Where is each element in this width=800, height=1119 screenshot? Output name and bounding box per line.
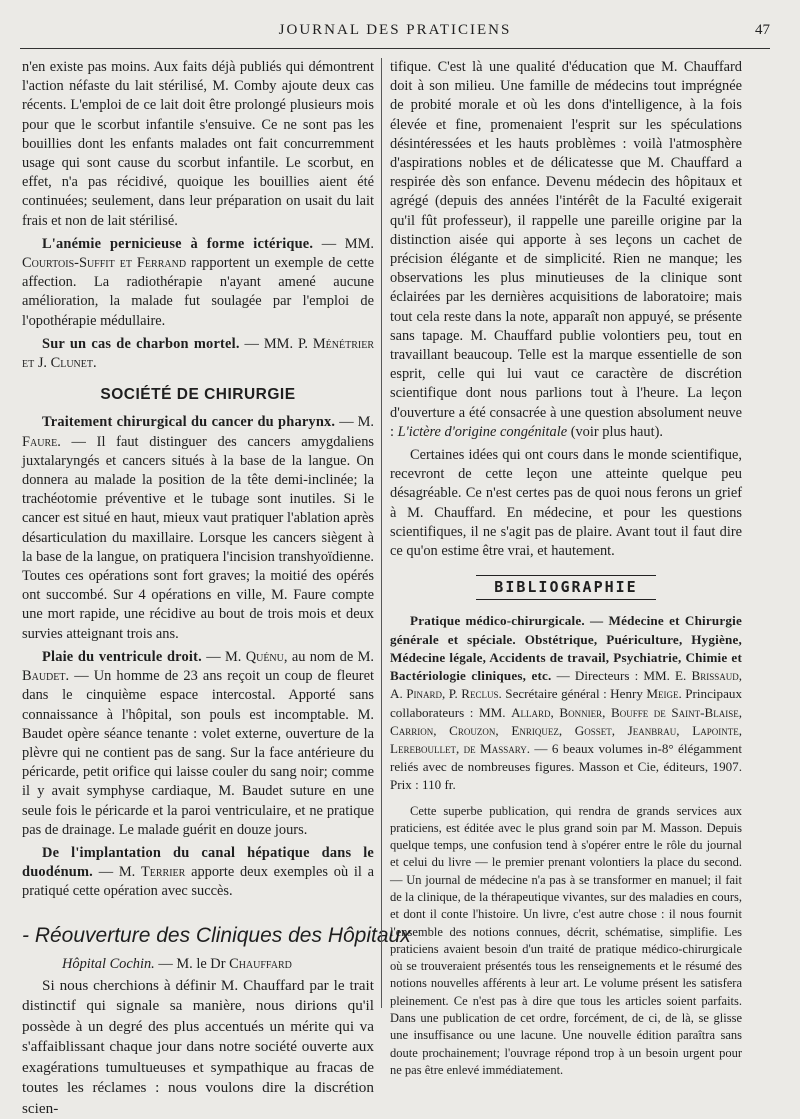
paragraph-ventricule xyxy=(22,648,374,840)
entry-title: Traitement chirurgical du cancer du pharynx. xyxy=(42,414,336,431)
byline-separator: — M. le Dr xyxy=(154,955,230,972)
page-number: 47 xyxy=(755,22,770,38)
entry-author: Terrier xyxy=(140,864,186,881)
entry-dash: — M. xyxy=(335,414,374,431)
entry-authors: Ménétrier et J. Clunet. xyxy=(22,335,374,372)
doctor-name: Chauffard xyxy=(229,955,292,972)
entry-text: apporte deux exemples où il a pratiqué cette opération avec succès. xyxy=(22,864,374,900)
bibliography-review: Cette superbe publication, qui rendra de grands services aux praticiens, est éditée avec le plus grand soin par M. Masson. Depuis quelque temps, une confusion tend à s'opérer entre le rôle du journal et celui du livre — le premier prenant volontiers la place du second. — Un journal de médecine n'a pas à se transformer en manuel; il fait de la clinique, de la thérapeutique vivantes, sur des maladies en cours, et dont il conte l'histoire. Un livre, c'est autre chose : il nous fournit l'ensemble des notions connues, décrit, schématise, simplifie. Les praticiens avaient besoin d'un traité de pratique médico-chirurgicale où se trouveraient présentés tous les renseignements et le résumé des notions nouvelles afférents à leur art. Le volume présent les satisfera pleinement. Ce n'est pas à dire que tous les articles soient parfaits. Dans une publication de cet ordre, forcément, de ci, de là, se glisse une insuffisance ou une lacune. Une nouvelle édition paraîtra sans doute prochainement; l'ouvrage répond trop à un besoin urgent pour ne pas être enlevé immédiatement. xyxy=(390,803,742,1077)
entry-text: Principaux collaborateurs : MM. xyxy=(390,686,742,720)
hospital-name: Hôpital Cochin. xyxy=(62,955,155,972)
entry-authors: Courtois-Suffit et Ferrand xyxy=(22,255,187,272)
right-column xyxy=(390,58,742,1079)
paragraph-chauffard-intro: Si nous cherchions à définir M. Chauffard par le trait distinctif qui signale sa manière, nous dirions qu'il possède à un degré des plus accentués un mérite qui va s'affaiblissant chaque jour dans notre société ouverte aux exagérations tumultueuses et sympathique au fracas de toutes les réclames : nous voulons dire la discrétion scien- xyxy=(22,976,374,1117)
paragraph-chauffard-continued xyxy=(390,58,742,442)
entry-dash: — MM. P. xyxy=(239,335,313,352)
entry-title: Plaie du ventricule droit. xyxy=(42,648,202,665)
entry-text: — Un homme de 23 ans reçoit un coup de fleuret dans le cinquième espace intercostal. Apporté sans connaissance à l'hôpital, son pouls est incomptable. M. Baudet opère séance tenante : volet externe, ouverture de la plèvre qui ne contient pas de sang. Sur la face antérieure du péricarde, petit orifice qui laisse couler du sang noir; comme il y avait symphyse cardiaque, M. Baudet suture en une seule fois le péricarde et la paroi ventriculaire, et ne pratique pas de drainage. Le malade guérit en douze jours. xyxy=(22,668,374,838)
bibliography-heading: BIBLIOGRAPHIE xyxy=(476,575,656,600)
column-divider xyxy=(381,58,382,1008)
paragraph-pharynx xyxy=(22,413,374,643)
directors: Brissaud, A. Pinard, P. Reclus. xyxy=(390,668,742,702)
paragraph-scorbut: n'en existe pas moins. Aux faits déjà publiés qui démontrent l'action néfaste du lait stérilisé, M. Comby ajoute deux cas récents. L'emploi de ce lait doit être prolongé plusieurs mois pour que le scorbut infantile s'ensuive. Ce ne sont pas les bouillies dont les enfants malades ont fait concurremment usage qui sont cause du scorbut infantile. Le scorbut, en effet, n'a pas récidivé, quoique les bouillies aient été continuées; seulement, dans leur préparation on usait du lait frais et non de lait stérilisé. xyxy=(22,59,374,229)
entry-author: Baudet. xyxy=(22,668,70,685)
entry-text: Secrétaire général : Henry xyxy=(501,686,647,702)
entry-text: — Directeurs : MM. E. xyxy=(551,668,692,684)
collaborators: Allard, Bonnier, Bouffe de Saint-Blaise, Carrion, Crouzon, Enriquez, Gosset, Jeanbrau, Lapointe, Lereboullet, de Massary. xyxy=(390,704,743,756)
section-heading: SOCIÉTÉ DE CHIRURGIE xyxy=(100,386,296,404)
byline xyxy=(22,955,374,974)
left-column xyxy=(22,58,411,1119)
paragraph-canal-hepatique xyxy=(22,844,374,902)
entry-author: Quénu, xyxy=(245,648,288,665)
entry-title: De l'implantation du canal hépatique dans le duodénum. xyxy=(22,844,374,881)
secretary: Meige. xyxy=(646,686,682,702)
paragraph-text-end: (voir plus haut). xyxy=(567,423,664,440)
paragraph-anemie xyxy=(22,235,374,331)
entry-dash: — MM. xyxy=(313,235,374,252)
entry-dash: — M. xyxy=(201,648,246,665)
entry-text: — 6 beaux volumes in-8° élégamment reliés avec de nombreuses figures. Masson et Cie, éditeurs, 1907. Prix : 110 fr. xyxy=(390,740,742,793)
entry-author: Faure. xyxy=(22,433,61,450)
entry-dash: — M. xyxy=(93,864,141,881)
journal-title: JOURNAL DES PRATICIENS xyxy=(278,22,512,38)
entry-text: rapportent un exemple de cette affection. La radiothérapie n'ayant amené aucune amélioration, la malade fut soulagée par l'emploi de l'opothérapie médullaire. xyxy=(22,255,374,329)
bibliography-entry xyxy=(390,612,742,794)
entry-text: — Il faut distinguer des cancers amygdaliens juxtalaryngés et cancers situés à la base de la langue. On donnera au malade la position de la tête demi-inclinée; la trachéotomie préventive et le tubage sont inutiles. Si le cancer est situé en haut, mieux vaut pratiquer l'ablation après désarticulation du maxillaire. Lorsque les cancers siègent à la base de la langue, on pratiquera l'incision transhyoïdienne. Toutes ces opérations sont fort graves; la moitié des opérés ont succombé. Sur 4 opérations en ville, M. Faure compte une mort rapide, une récidive au bout de trois mois et deux survies atteignant trois ans. xyxy=(22,433,374,642)
entry-title: L'anémie pernicieuse à forme ictérique. xyxy=(42,235,314,252)
paragraph-charbon xyxy=(22,335,374,373)
header-rule xyxy=(20,48,770,49)
paragraph-text: tifique. C'est là une qualité d'éducation que M. Chauffard doit à son milieu. Une famille de médecins tout imprégnée de probité morale et où les dons d'intelligence, à la fois élevée et fine, promenaient l'esprit sur les spéculations désintéressées et les hauts problèmes : voilà l'atmosphère d'aspirations nobles et de délicatesse que M. Chauffard a respirée dès son enfance. Devenu médecin des hôpitaux et agrégé (depuis des années l'intérêt de la Faculté exigerait qu'il fût professeur), il rappelle une pareille origine par la distinction aisée qui apporte à ses leçons un cachet de précision élégante et de simplicité. Rien ne manque; les observations les plus minutieuses de la clinique sont éclairées par les dernières acquisitions de laboratoire; mais tout cela reste dans la note, apparaît non appuyé, se présente sans tapage. M. Chauffard publie volontiers peu, tout en travaillant beaucoup. Telle est la marque essentielle de son esprit, celle qui lui vaut ce caractère de discrétion scientifique dont nous parlions tout à l'heure. La leçon d'ouverture a été consacrée à une question absolument neuve : xyxy=(390,59,742,440)
entry-text: au nom de M. xyxy=(287,648,374,665)
entry-title: Sur un cas de charbon mortel. xyxy=(42,335,240,352)
cliniques-heading: - Réouverture des Cliniques des Hôpitaux xyxy=(22,923,411,947)
italic-title: L'ictère d'origine congénitale xyxy=(397,423,568,440)
page-header xyxy=(20,16,770,46)
book-title: Pratique médico-chirurgicale. — Médecine et Chirurgie générale et spéciale. Obstétrique, Puériculture, Hygiène, Médecine légale, Accidents de travail, Psychiatrie, Chimie et Bactériologie cliniques, etc. xyxy=(390,613,742,684)
paragraph-idees: Certaines idées qui ont cours dans le monde scientifique, recevront de cette leçon une atteinte quelque peu désagréable. Ce n'est certes pas de quoi nous ferons un grief à M. Chauffard. En médecine, et pour les questions scientifiques, il ne s'agit pas de plaire. Avant tout il faut dire ce qu'on estime être vrai, et hautement. xyxy=(390,447,742,560)
